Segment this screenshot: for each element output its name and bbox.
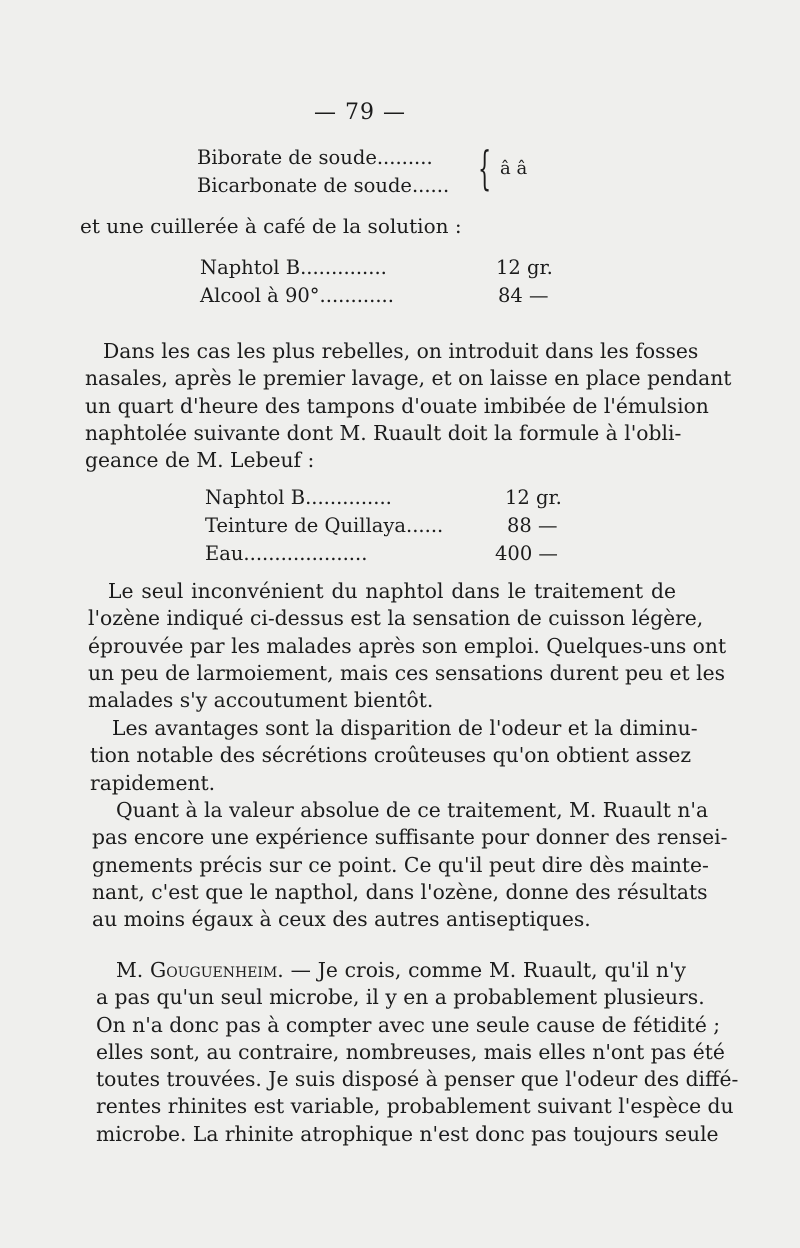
recipe-item-name: Naphtol B.............. <box>205 486 392 509</box>
text-line <box>96 957 686 984</box>
recipe-item-name: Biborate de soude......... <box>197 146 433 169</box>
text-line: l'ozène indiqué ci-dessus est la sensation de cuisson légère, <box>88 606 704 631</box>
recipe-row <box>205 540 585 568</box>
text-line: nant, c'est que le napthol, dans l'ozène, donne des résultats <box>92 879 708 904</box>
text-line: a pas qu'un seul microbe, il y en a probablement plusieurs. <box>96 985 705 1010</box>
recipe-row <box>200 254 580 282</box>
text-line: On n'a donc pas à compter avec une seule cause de fétidité ; <box>96 1012 721 1037</box>
text-line: geance de M. Lebeuf : <box>85 448 315 473</box>
paragraph-value <box>92 797 728 933</box>
text-line: Les avantages sont la disparition de l'odeur et la diminu- <box>112 716 698 740</box>
recipe-item-name: Alcool à 90°............ <box>200 284 394 307</box>
text-line: toutes trouvées. Je suis disposé à penser que l'odeur des diffé- <box>96 1067 739 1092</box>
speaker-remark: — Je crois, comme M. Ruault, qu'il n'y <box>283 958 686 982</box>
text-line: malades s'y accoutument bientôt. <box>88 688 434 713</box>
speaker-name: M. Gouguenheim. <box>116 958 284 982</box>
text-line: rentes rhinites est variable, probablement suivant l'espèce du <box>96 1094 734 1119</box>
paragraph-treatment <box>85 338 732 474</box>
recipe-item-qty: 84 — <box>498 284 549 307</box>
brace-label: â â <box>500 158 528 179</box>
recipe-item-name: Teinture de Quillaya...... <box>205 514 444 537</box>
text-line: un quart d'heure des tampons d'ouate imbibée de l'émulsion <box>85 393 709 418</box>
recipe-row <box>205 484 585 512</box>
recipe-naphtol-alcool <box>200 254 580 310</box>
text-line: gnements précis sur ce point. Ce qu'il peut dire dès mainte- <box>92 852 709 877</box>
text-line: microbe. La rhinite atrophique n'est donc pas toujours seule <box>96 1121 719 1146</box>
brace-symbol: { <box>478 141 492 195</box>
text-line: au moins égaux à ceux des autres antiseptiques. <box>92 907 591 932</box>
recipe-item-qty: 12 gr. <box>496 256 553 279</box>
text-line: tion notable des sécrétions croûteuses qu'on obtient assez <box>90 743 692 768</box>
recipe-item-name: Naphtol B.............. <box>200 256 387 279</box>
text-line: Quant à la valeur absolue de ce traitement, M. Ruault n'a <box>116 798 709 822</box>
recipe-row <box>200 282 580 310</box>
text-line: nasales, après le premier lavage, et on laisse en place pendant <box>85 366 732 391</box>
text-line: Le seul inconvénient du naphtol dans le traitement de <box>108 579 676 603</box>
recipe-item-name: Bicarbonate de soude...... <box>197 174 450 197</box>
recipe-row <box>205 512 585 540</box>
text-line: un peu de larmoiement, mais ces sensations durent peu et les <box>88 660 726 685</box>
text-line: rapidement. <box>90 770 216 795</box>
text-line: pas encore une expérience suffisante pour donner des rensei- <box>92 825 728 850</box>
text-line: naphtolée suivante dont M. Ruault doit la formule à l'obli- <box>85 420 682 445</box>
intro-line: et une cuillerée à café de la solution : <box>80 214 462 238</box>
paragraph-gouguenheim <box>96 957 739 1148</box>
recipe-item-name: Eau.................... <box>205 542 368 565</box>
text-line: éprouvée par les malades après son emploi. Quelques-uns ont <box>88 633 727 658</box>
recipe-item-qty: 400 — <box>495 542 558 565</box>
paragraph-advantages <box>90 715 698 797</box>
text-line: Dans les cas les plus rebelles, on introduit dans les fosses <box>103 339 699 363</box>
recipe-item-qty: 88 — <box>507 514 558 537</box>
page-number: — 79 — <box>314 100 406 125</box>
recipe-emulsion <box>205 484 585 568</box>
recipe-item-qty: 12 gr. <box>505 486 562 509</box>
paragraph-inconvenient <box>88 578 727 714</box>
text-line: elles sont, au contraire, nombreuses, mais elles n'ont pas été <box>96 1039 725 1064</box>
